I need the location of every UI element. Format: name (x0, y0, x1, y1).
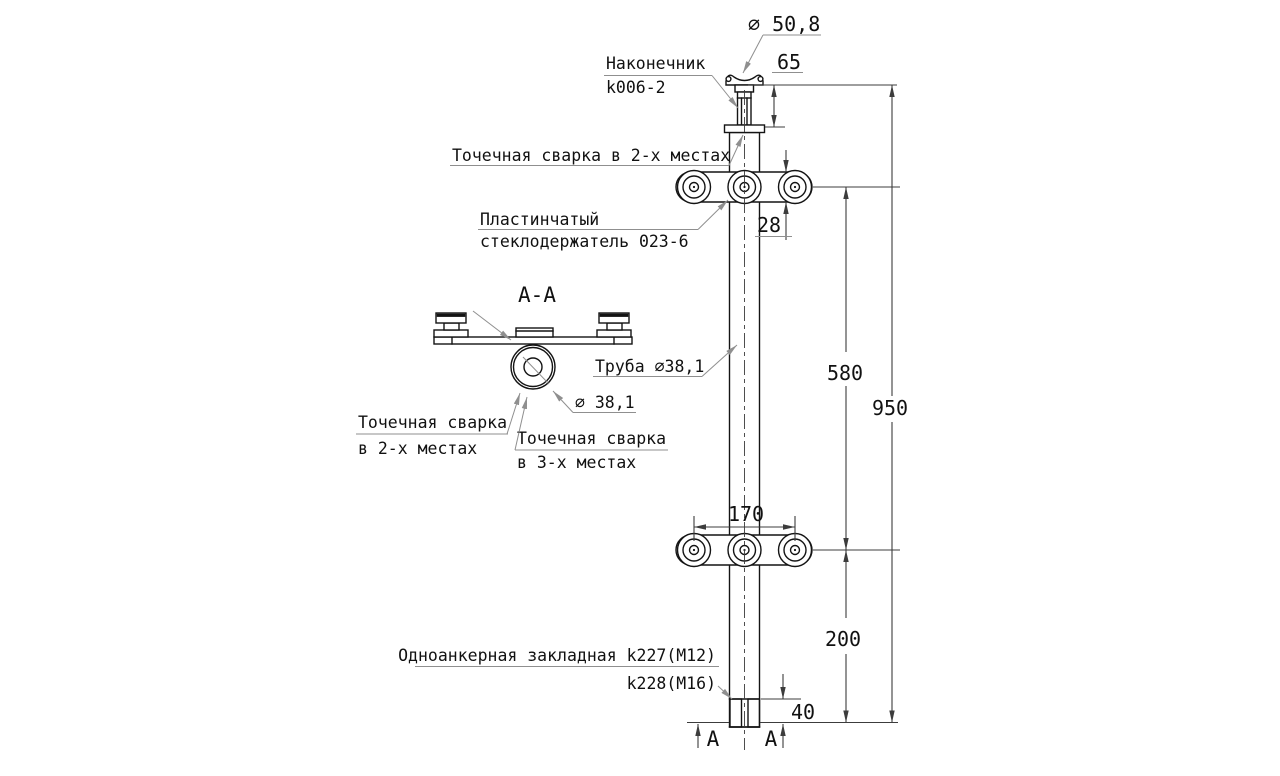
section-title: А-А (518, 283, 556, 307)
dim-170-value: 170 (727, 502, 765, 526)
dim-200-value: 200 (824, 627, 862, 651)
section-mark-right-label: А (764, 727, 778, 751)
label-spot-weld-2-line2: в 2-х местах (358, 439, 478, 458)
label-dia-50-8-text: ∅ 50,8 (748, 12, 821, 36)
label-tip-line2: k006-2 (606, 78, 666, 97)
dim-40-value: 40 (791, 700, 816, 724)
lower-glass-holder (676, 534, 812, 567)
upper-glass-holder (676, 171, 812, 204)
label-spot-weld-2-line1: Точечная сварка (358, 413, 508, 432)
label-spot-weld-3-line2: в 3-х местах (517, 453, 637, 472)
section-center-boss (516, 328, 553, 337)
section-holder-plate (434, 337, 632, 344)
dim-950-value: 950 (871, 396, 909, 420)
label-spot-weld-top-text: Точечная сварка в 2-х местах (452, 146, 731, 165)
label-glass-holder-line1: Пластинчатый (480, 210, 600, 229)
dim-65-value: 65 (777, 50, 802, 74)
section-tube-circle (511, 345, 555, 389)
dim-580-value: 580 (826, 361, 864, 385)
label-tube-text: Труба ∅38,1 (595, 357, 705, 376)
label-glass-holder-line2: стеклодержатель 023-6 (480, 232, 689, 251)
dim-28-value: 28 (757, 213, 782, 237)
label-dia-38-1-text: ∅ 38,1 (575, 393, 635, 412)
label-anchor-line1: Одноанкерная закладная k227(М12) (398, 646, 716, 665)
label-tip-line1: Наконечник (606, 54, 706, 73)
section-mark-left-label: А (706, 727, 720, 751)
label-spot-weld-3-line1: Точечная сварка (517, 429, 667, 448)
label-anchor-line2: k228(М16) (626, 674, 716, 693)
